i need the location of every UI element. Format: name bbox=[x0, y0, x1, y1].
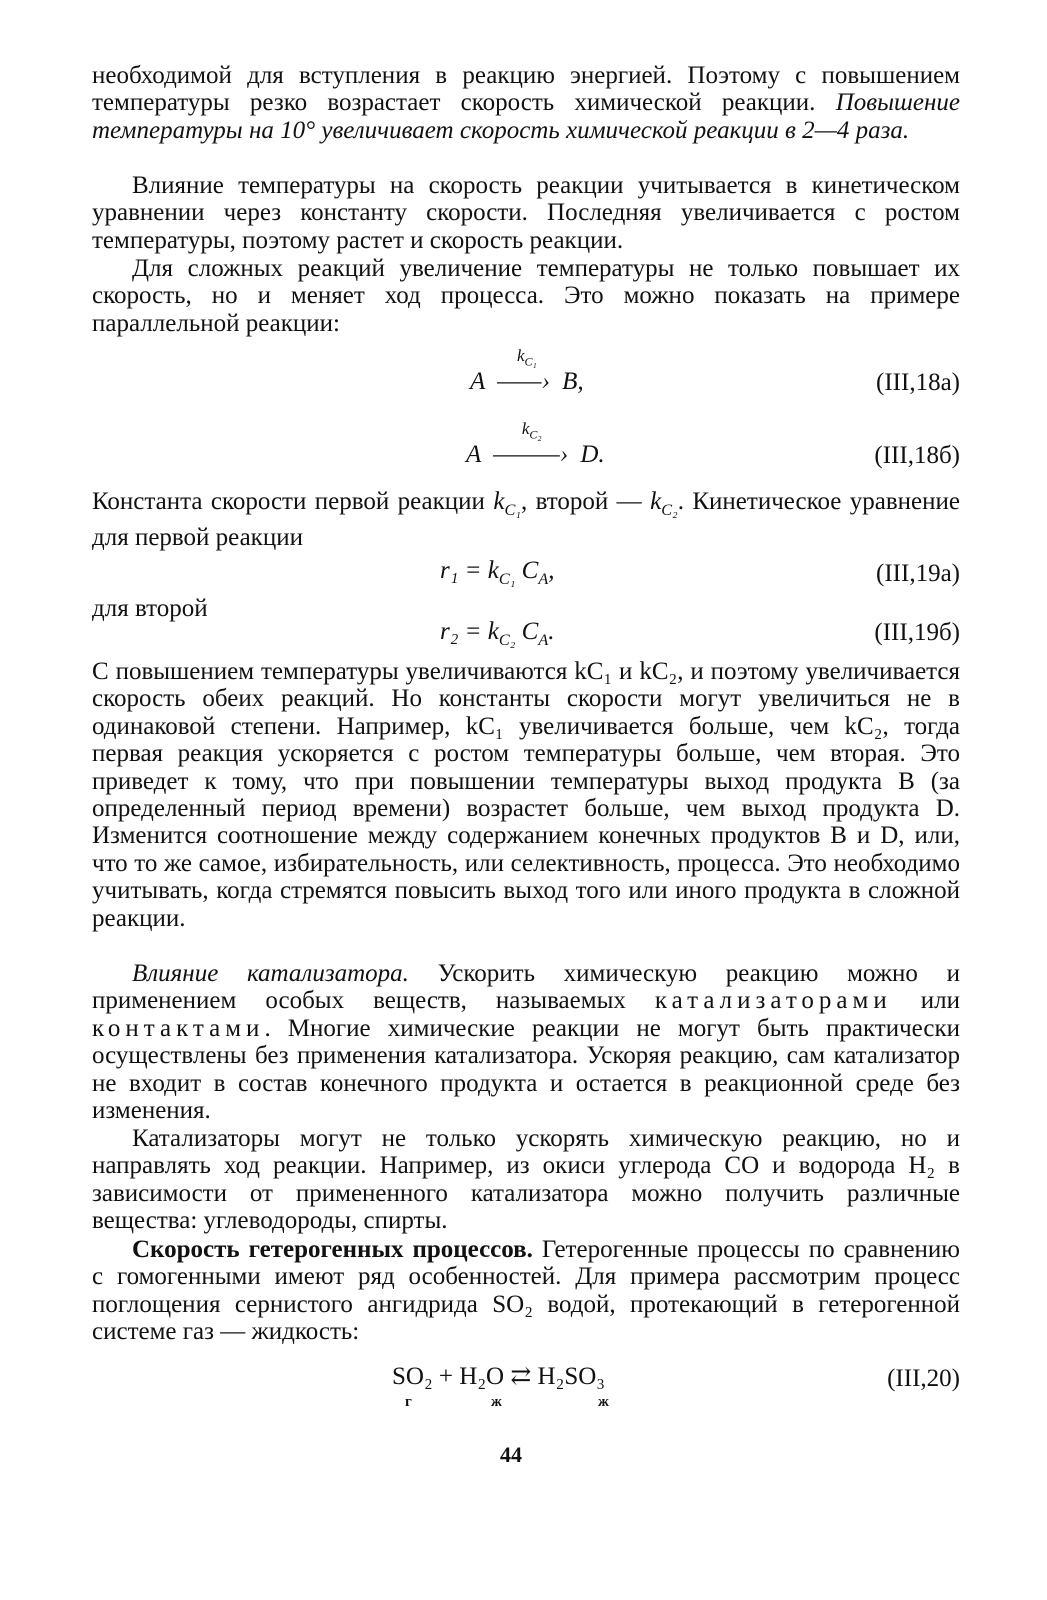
paragraph-1-italic: Повышение температуры на 10° увеличивает скорость химической реакции в 2—4 раза. bbox=[92, 89, 960, 144]
equation-19a bbox=[440, 556, 555, 594]
equation-18b-number: (III,18б) bbox=[874, 442, 960, 469]
equation-20-number: (III,20) bbox=[887, 1365, 960, 1392]
p6-text-b: Ускорить химическую реакцию можно и применением особых веществ, называемых bbox=[92, 960, 960, 1015]
equation-18a bbox=[470, 346, 584, 397]
p4-k1-sub: C₁ bbox=[504, 501, 521, 519]
equation-20: SO₂ + H₂O ⇄ H₂SO₃ bbox=[392, 1363, 605, 1390]
paragraph-2: Влияние температуры на скорость реакции учитывается в кинетическом уравнении через константу скорости. Последняя увеличивается с ростом температуры, поэтому растет и скорость реакции. bbox=[92, 172, 960, 254]
paragraph-6 bbox=[92, 960, 960, 1124]
reaction-arrow-icon bbox=[487, 419, 574, 470]
p8-heading: Скорость гетерогенных процессов. bbox=[132, 1236, 533, 1263]
p4-k2: k bbox=[650, 488, 662, 515]
equation-18a-number: (III,18a) bbox=[876, 369, 960, 396]
eq18a-arrow: ——› bbox=[497, 368, 550, 395]
p6-heading: Влияние катализатора. bbox=[132, 960, 409, 987]
p6-term-contacts: контактами bbox=[92, 1014, 265, 1042]
eq19b-rest: C bbox=[515, 618, 539, 645]
equation-19a-number: (III,19a) bbox=[876, 560, 960, 587]
p6-text-f: . Многие химические реакции не могут быть практически осуществлены без применения катализатора. Ускоряя реакцию, сам катализатор не входит в состав конечного продукта и остается в реакционной среде без изменения. bbox=[92, 1014, 960, 1125]
page-number: 44 bbox=[500, 1442, 522, 1467]
p4-k1: k bbox=[493, 488, 505, 515]
label-second: для второй bbox=[92, 595, 208, 622]
eq18a-left: A bbox=[470, 368, 485, 395]
paragraph-5: С повышением температуры увеличиваются kC₁ и kC₂, и поэтому увеличивается скорость обеих реакций. Но константы скорости могут увеличиться не в одинаковой степени. Например, kC₁ увеличивается больше, чем kC₂, тогда первая реакция ускоряется с ростом температуры больше, чем вторая. Это приведет к тому, что при повышении температуры выход продукта B (за определенный период времени) возрастет больше, чем выход продукта D. Изменится соотношение между содержанием конечных продуктов B и D, или, что то же самое, избирательность, или селективность, процесса. Это необходимо учитывать, когда стремятся повысить выход того или иного продукта в сложной реакции. bbox=[92, 658, 960, 932]
eq19a-rest: C bbox=[515, 557, 539, 584]
p6-term-catalysts: катализаторами bbox=[654, 987, 892, 1015]
eq18b-k: k bbox=[521, 419, 530, 438]
eq19a-rest-sub: A bbox=[538, 570, 549, 588]
eq18b-k-sub: C₂ bbox=[529, 427, 542, 442]
eq19b-rest-sub: A bbox=[538, 631, 549, 649]
eq18b-right: D. bbox=[580, 441, 605, 468]
reaction-arrow-icon bbox=[491, 346, 556, 397]
paragraph-7: Катализаторы могут не только ускорять химическую реакцию, но и направлять ход реакции. Например, из окиси углерода CO и водорода H₂ в зависимости от примененного катализатора можно получить различные вещества: углеводороды, спирты. bbox=[92, 1125, 960, 1235]
paragraph-1-text: необходимой для вступления в реакцию энергией. Поэтому с повышением температуры резко возрастает скорость химической реакции. bbox=[92, 62, 960, 117]
paragraph-4 bbox=[92, 488, 960, 552]
paragraph-3: Для сложных реакций увеличение температуры не только повышает их скорость, но и меняет ход процесса. Это можно показать на примере параллельной реакции: bbox=[92, 255, 960, 337]
eq19a-end: , bbox=[548, 557, 555, 584]
eq18b-arrow: ———› bbox=[493, 441, 569, 468]
eq18a-k: k bbox=[516, 346, 525, 365]
eq18b-left: A bbox=[466, 441, 481, 468]
eq19b-sub: C₂ bbox=[498, 631, 516, 649]
phase-gas-label: г bbox=[405, 1394, 412, 1410]
equation-19b bbox=[440, 617, 555, 655]
p8-text: Гетерогенные процессы по сравнению с гомогенными имеют ряд особенностей. Для примера рассмотрим процесс поглощения сернистого ангидрида SO₂ водой, протекающий в гетерогенной системе газ — жидкость: bbox=[92, 1236, 960, 1346]
p6-text-d: или bbox=[891, 987, 960, 1015]
p4-k2-sub: C₂ bbox=[661, 501, 678, 519]
eq19b-end: . bbox=[548, 618, 555, 645]
paragraph-8 bbox=[92, 1236, 960, 1346]
paragraph-1 bbox=[92, 62, 960, 144]
eq19a-sub: C₁ bbox=[498, 570, 516, 588]
eq18a-k-sub: C₁ bbox=[524, 354, 537, 369]
p4-text-a: Константа скорости первой реакции bbox=[92, 488, 494, 515]
eq18a-right: B, bbox=[562, 368, 584, 395]
p4-text-c: . Кинетическое уравнение для первой реакции bbox=[92, 488, 961, 552]
phase-liquid-label-1: ж bbox=[491, 1394, 502, 1410]
phase-liquid-label-2: ж bbox=[598, 1394, 609, 1410]
equation-18b bbox=[466, 419, 605, 470]
equation-19b-number: (III,19б) bbox=[874, 619, 960, 646]
eq19b-text: r₂ = k bbox=[440, 618, 499, 645]
p4-text-b: , второй — bbox=[520, 488, 651, 515]
eq19a-text: r₁ = k bbox=[440, 557, 499, 584]
